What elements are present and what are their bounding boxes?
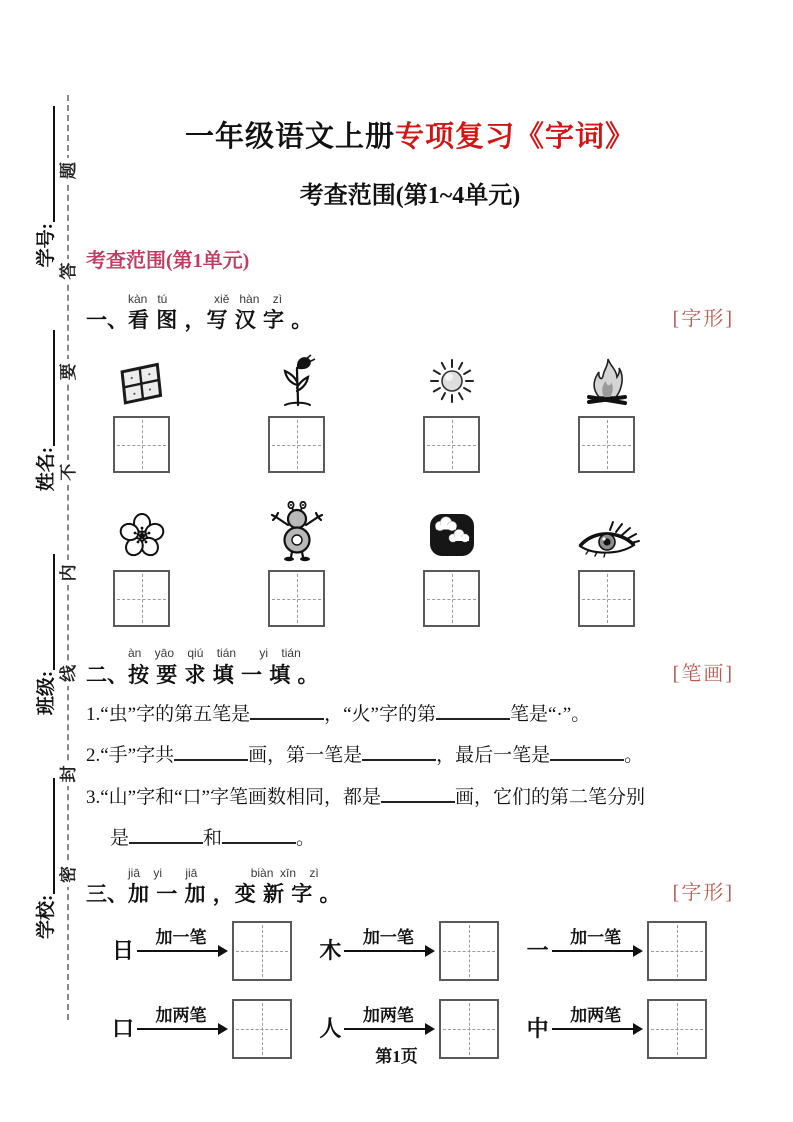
question-text: ，“火”字的第 [324,703,436,725]
fill-line[interactable] [53,554,55,670]
seal-char: 不 [59,460,78,485]
school-field [37,778,58,939]
base-character: 木 [319,938,342,964]
section-tag: [字形] [672,308,734,331]
question-1 [86,701,734,730]
add-stroke-item [527,921,734,981]
seal-char: 线 [59,661,78,686]
arrow-icon [552,1006,640,1030]
question-text: ，最后一笔是 [436,745,551,767]
fill-line[interactable] [53,106,55,222]
seal-char: 题 [59,158,78,183]
arrow-icon [344,1006,432,1030]
picture-item [374,507,529,627]
question-text: 3.“山”字和“口”字笔画数相同，都是 [86,786,381,808]
arrow-icon [137,928,225,952]
plum-blossom-picture-icon [115,511,169,563]
stroke-questions [86,701,734,854]
seal-text-strip [55,100,81,945]
picture-row-2 [64,507,684,627]
writing-grid[interactable] [439,921,499,981]
stroke-op-label: 加两笔 [362,1006,414,1026]
add-stroke-item [319,921,526,981]
picture-row-1 [64,353,684,473]
section-number: 三、 [86,881,128,906]
writing-grid[interactable] [578,416,635,473]
answer-blank[interactable] [381,799,455,803]
base-character: 口 [112,1016,135,1042]
question-text: 是 [110,828,130,850]
question-text: 笔是“·”。 [510,703,591,725]
writing-grid[interactable] [647,921,707,981]
base-character: 人 [319,1016,342,1042]
student-id-field [37,106,58,267]
section-title: 加 一 加 ，变 新 字 。 [128,881,342,906]
section-number: 二、 [86,662,128,687]
clouds-picture-icon [424,511,480,563]
question-text: 。 [624,745,644,767]
base-character: 中 [526,1016,549,1042]
arrow-icon [552,928,640,952]
writing-grid[interactable] [113,416,170,473]
picture-item [219,353,374,473]
add-stroke-row-1 [86,921,734,981]
fire-picture-icon [578,355,636,409]
fill-line[interactable] [53,330,55,446]
base-character: 日 [112,938,135,964]
sun-picture-icon [424,353,480,409]
section-pinyin: kàn tú xiě hàn zì [128,292,283,306]
seal-char: 内 [59,560,78,585]
section-number: 一、 [86,308,128,333]
base-character: 一 [526,938,549,964]
section-tag: [笔画] [672,662,734,685]
title-red-part: 专项复习《字词》 [395,121,636,153]
stroke-op-label: 加一笔 [570,928,622,948]
writing-grid[interactable] [113,570,170,627]
seal-char: 答 [59,259,78,284]
add-stroke-item [112,921,319,981]
answer-blank[interactable] [550,757,624,761]
question-text: 2.“手”字共 [86,745,175,767]
school-label: 学校: [36,894,58,939]
question-text: 画，第一笔是 [248,745,363,767]
answer-blank[interactable] [222,840,296,844]
writing-grid[interactable] [232,921,292,981]
stroke-op-label: 加两笔 [155,1006,207,1026]
question-2 [86,742,734,771]
picture-item [219,507,374,627]
question-3-continued [110,825,734,854]
question-text: 画，它们的第二笔分别 [454,786,645,808]
arrow-icon [344,928,432,952]
worksheet-content [86,0,734,1059]
page-subtitle: 考查范围(第1~4单元) [299,183,521,209]
arrow-icon [137,1006,225,1030]
section-pinyin: àn yāo qiú tián yi tián [128,646,301,661]
class-field [37,554,58,715]
stroke-op-label: 加一笔 [155,928,207,948]
answer-blank[interactable] [174,757,248,761]
page-title [86,114,734,155]
writing-grid[interactable] [423,416,480,473]
name-label: 姓名: [36,446,58,492]
name-field [37,330,58,491]
unit-scope-label: 考查范围(第1单元) [86,250,250,272]
picture-item [529,507,684,627]
picture-item [374,353,529,473]
title-black-part: 一年级语文上册 [184,121,395,153]
answer-blank[interactable] [129,840,203,844]
student-id-label: 学号: [36,223,58,268]
figure-eight-picture-icon [267,501,327,563]
seal-char: 封 [59,761,78,786]
stroke-op-label: 加两笔 [570,1006,622,1026]
writing-grid[interactable] [578,570,635,627]
student-info-fields [32,100,58,945]
seal-char: 要 [59,359,78,384]
writing-grid[interactable] [423,570,480,627]
picture-item [64,507,219,627]
page-number: 第1页 [375,1047,418,1066]
section-title: 看 图 ，写 汉 字 。 [128,308,314,333]
section-one-heading [86,293,734,333]
seal-char: 密 [59,862,78,887]
field-picture-icon [112,359,172,409]
section-two-heading [86,647,734,687]
answer-blank[interactable] [362,757,436,761]
answer-blank[interactable] [436,716,510,720]
picture-item [529,353,684,473]
question-3 [86,784,734,813]
question-text: 。 [296,828,316,850]
section-pinyin: jiā yi jiā biàn xīn zì [128,865,319,880]
question-text: 1.“虫”字的第五笔是 [86,703,251,725]
rice-seedling-picture-icon [273,353,321,409]
stroke-op-label: 加一笔 [362,928,414,948]
writing-grid[interactable] [268,416,325,473]
class-label: 班级: [36,670,58,716]
writing-grid[interactable] [268,570,325,627]
question-text: 和 [203,828,223,850]
section-tag: [字形] [672,882,734,905]
fill-line[interactable] [53,778,55,894]
section-three-heading [86,867,734,907]
section-title: 按 要 求 填 一 填 。 [128,662,320,687]
picture-item [64,353,219,473]
answer-blank[interactable] [250,716,324,720]
eye-picture-icon [573,517,641,563]
